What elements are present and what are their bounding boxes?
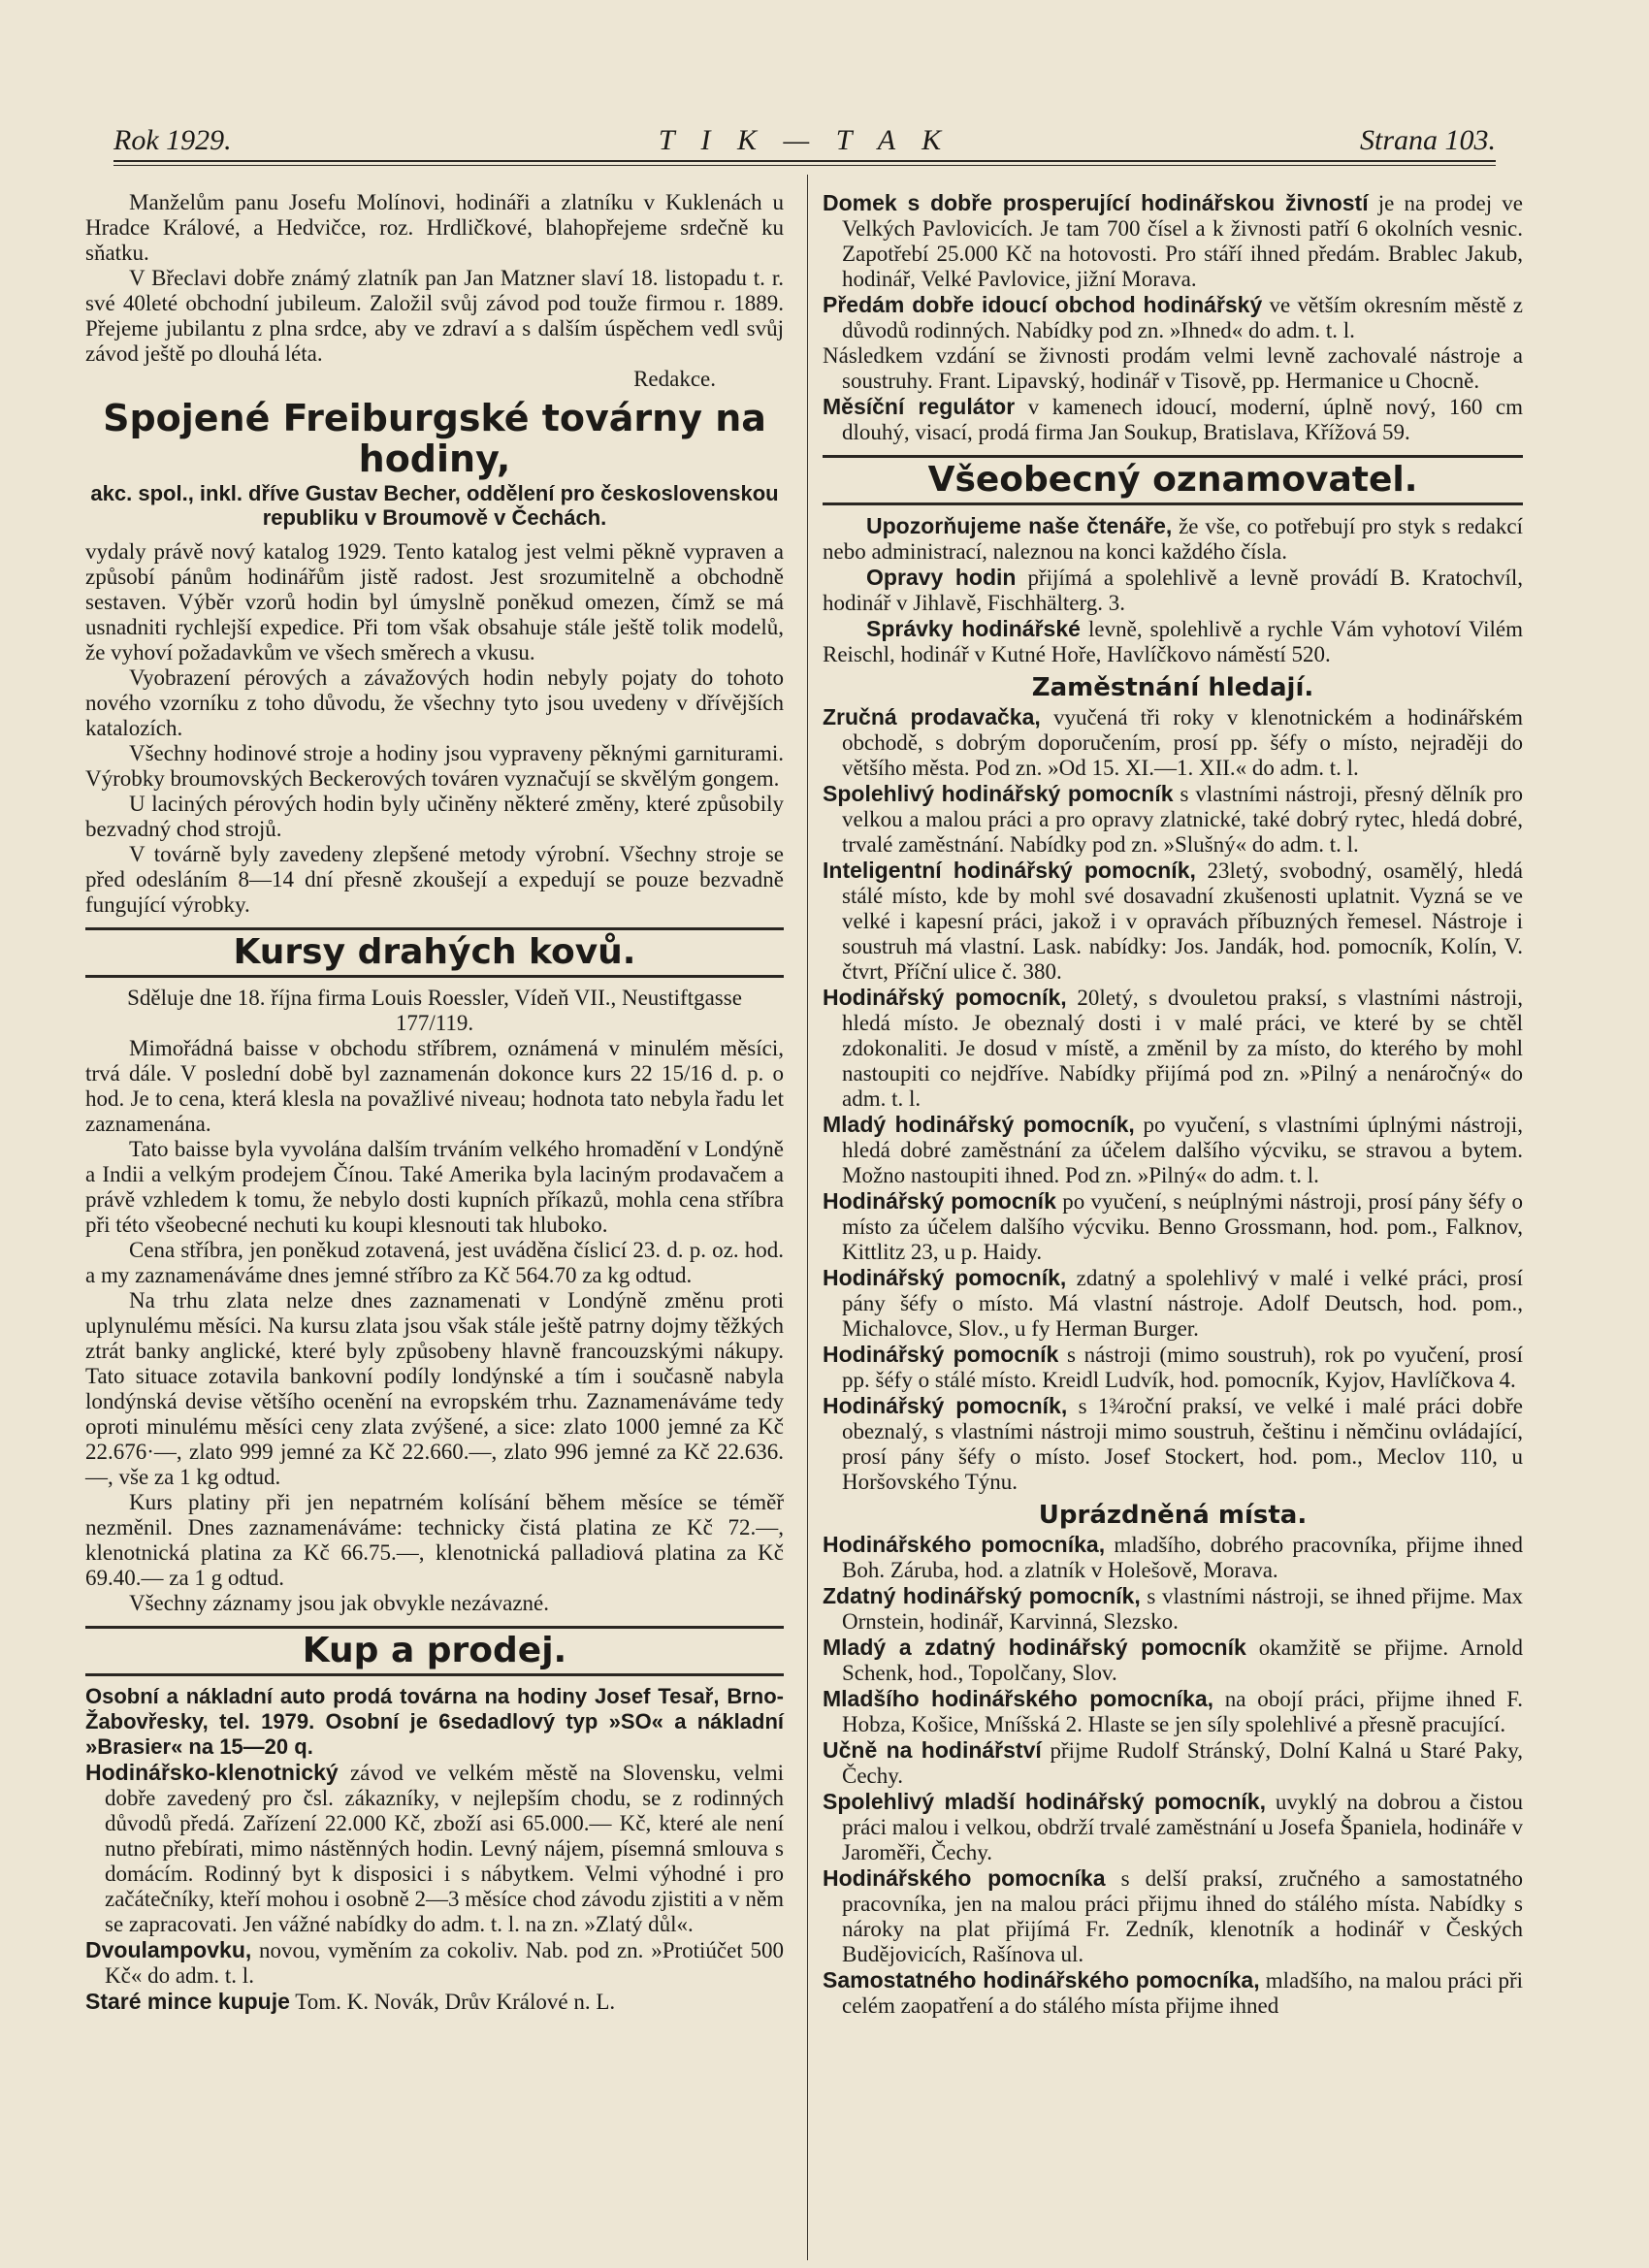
announcement-wedding: Manželům panu Josefu Molínovi, hodináři a zlatníku v Kuklenách u Hradce Králové, a Hedvičce, roz. Hrdličkové, blahopřejeme srdečně ku sňatku. [85, 190, 784, 265]
paragraph: Na trhu zlata nelze dnes zaznamenati v Londýně změnu proti uplynulému měsíci. Na kursu zlata jsou však stále ještě patrny dojmy těžkých ztrát banky anglické, které byly způsobeny hlavně francouzskými nákupy. Tato situace zotavila bankovní podíly londýnské a tím i současně nabyla londýnská devise většího ocenění na evropském trhu. Zaznamenáváme tedy oproti minulému měsíci ceny zlata zvýšené, a sice: zlato 1000 jemné za Kč 22.676·—, zlato 999 jemné za Kč 22.660.—, zlato 996 jemné za Kč 22.636.—, vše za 1 kg odtud. [85, 1288, 784, 1489]
left-column [85, 190, 784, 2015]
ad-text: zdatný a spolehlivý v malé i velké práci, prosí pány šéfy o místo. Má vlastní nástroje. Adolf Deutsch, hod. pom., Michalovce, Slov., u fy Herman Burger. [842, 1266, 1523, 1341]
ad-text: mladšího, na malou práci při celém zaopatření a do stálého místa přijme ihned [842, 1968, 1524, 2018]
ad-item [823, 985, 1523, 1112]
ad-text: po vyučení, s vlastními úplnými nástroji, hledá dobré zaměstnání za účelem dalšího výcviku, se stravou a bytem. Možno nastoupiti ihned. Pod zn. »Pilný« do adm. t. l. [842, 1113, 1523, 1187]
ad-item [823, 1532, 1523, 1583]
signature-redakce: Redakce. [633, 367, 716, 391]
ad-lead: Mladý hodinářský pomocník, [823, 1112, 1135, 1137]
notice-lead: Správky hodinářské [866, 616, 1081, 641]
ad-lead: Dvoulampovku, [85, 1937, 252, 1962]
ad-lead: Mladý a zdatný hodinářský pomocník [823, 1635, 1246, 1660]
ad-text: závod ve velkém městě na Slovensku, velmi dobře zavedený pro čsl. zákazníky, v nejlepším chodu, se z rodinných důvodů předá. Zařízení 22.000 Kč, zboží asi 65.000.— Kč, které ale není nutno přebírati, mimo nástěnných hodin. Levný nájem, písemná smlouva s domácím. Rodinný byt k disposici i s nábytkem. Velmi výhodné i pro začátečníky, kteří mohou i osobně 2—3 měsíce chod závodu zjistiti a v něm se zapracovati. Jen vážné nabídky do adm. t. l. na zn. »Zlatý důl«. [105, 1761, 784, 1936]
ad-text: vyučená tři roky v klenotnickém a hodinářském obchodě, s dobrým doporučením, prosí pp. šéfy o místo, nejraději do většího města. Pod zn. »Od 15. XI.—1. XII.« do adm. t. l. [842, 705, 1523, 780]
notice-text: přijímá a spolehlivě a levně provádí B. Kratochvíl, hodinář v Jihlavě, Fischhälterg. 3. [823, 566, 1523, 615]
ad-item [823, 343, 1523, 394]
ad-text: 23letý, svobodný, osamělý, hledá stálé místo, kde by mohl své dosavadní zkušenosti uplatnit. Vyzná se ve velké i kapesní práci, jakož i v opravách příbuzných řemesel. Nástroje i soustruh má vlastní. Lask. nabídky: Jos. Jandák, hod. pomocník, Kolín, V. čtvrt, Příční ulice č. 380. [842, 859, 1523, 984]
ad-text: na obojí práci, přijme ihned F. Hobza, Košice, Mníšská 2. Hlaste se jen síly spolehlivé a přesně pracující. [842, 1687, 1523, 1736]
ad-text: s vlastními nástroji, se ihned přijme. Max Ornstein, hodinář, Karvinná, Slezsko. [842, 1584, 1523, 1634]
paragraph: vydaly právě nový katalog 1929. Tento katalog jest velmi pěkně vypraven a způsobí pánům hodinářům jistě radost. Jest srozumitelně a obchodně sestaven. Výběr vzorů hodin byl úmyslně poněkud omezen, čímž se má usnadniti rychlejší expedice. Při tom však obsahuje stále ještě tolik modelů, že vyhoví požadavkům ve všech směrech a vkusu. [85, 539, 784, 664]
ad-lead: Hodinářský pomocník, [823, 1265, 1067, 1290]
header-magazine-title: T I K — T A K [658, 124, 952, 156]
section-title-kursy: Kursy drahých kovů. [85, 927, 784, 978]
ad-lead: Zdatný hodinářský pomocník, [823, 1583, 1141, 1608]
ad-text: s 1¾roční praksí, ve velké i malé práci dobře obeznalý, s vlastními nástroji mimo soustruh, češtinu i němčinu ovládající, prosí pány šéfy o místo. Josef Stockert, hod. pom., Meclov 110, u Horšovského Týnu. [842, 1394, 1524, 1494]
ad-item [823, 1583, 1523, 1635]
ad-item [823, 1112, 1523, 1188]
ad-lead: Spolehlivý mladší hodinářský pomocník, [823, 1789, 1266, 1814]
ad-text: je na prodej ve Velkých Pavlovicích. Je tam 700 čísel a k živnosti patří 6 okolních vesnic. Zapotřebí 25.000 Kč na hotovosti. Pro stáří ihned předám. Brablec Jakub, hodinář, Velké Pavlovice, jižní Morava. [842, 191, 1523, 291]
ad-item [85, 1989, 784, 2015]
ad-lead: Hodinářského pomocníka, [823, 1532, 1106, 1557]
ad-item [823, 858, 1523, 985]
announcement-jubilee: V Břeclavi dobře známý zlatník pan Jan Matzner slaví 18. listopadu t. r. své 40leté obchodní jubileum. Založil svůj závod pod touže firmou r. 1889. Přejeme jubilantu z plna srdce, aby ve zdraví a s dalším úspěchem vedl svůj závod ještě po dlouhá léta. [85, 266, 784, 366]
paragraph: Mimořádná baisse v obchodu stříbrem, oznámená v minulém měsíci, trvá dále. V poslední době byl zaznamenán dokonce kurs 22 15/16 d. p. o hod. Je to cena, která klesla na považlivé niveau; hodnota tato nebyla řadu let zaznamenána. [85, 1036, 784, 1136]
ad-item [823, 1393, 1523, 1495]
subsection-title-hledaji: Zaměstnání hledají. [1031, 673, 1314, 702]
ad-lead: Zručná prodavačka, [823, 704, 1041, 729]
right-column [823, 190, 1523, 2019]
page-header [113, 124, 1496, 163]
paragraph: U laciných pérových hodin byly učiněny některé změny, které způsobily bezvadný chod strojů. [85, 792, 784, 841]
notice-item [823, 616, 1523, 667]
section-title-freiburg: Spojené Freiburgské továrny na hodiny, [103, 397, 766, 480]
header-year: Rok 1929. [113, 124, 232, 156]
ad-item [823, 1188, 1523, 1265]
ad-text: ve větším okresním městě z důvodů rodinných. Nabídky pod zn. »Ihned« do adm. t. l. [842, 293, 1523, 342]
ad-item [823, 394, 1523, 445]
ad-text: Tom. K. Novák, Drův Králové n. L. [289, 1990, 616, 2014]
ad-item [823, 1342, 1523, 1393]
notice-item [823, 565, 1523, 616]
notice-lead: Opravy hodin [866, 565, 1017, 590]
paragraph: Vyobrazení pérových a závažových hodin nebyly pojaty do tohoto nového vzorníku z toho důvodu, že všechny tyto jsou uvedeny v dřívějších katalozích. [85, 665, 784, 740]
ad-item [823, 704, 1523, 781]
ad-lead: Spolehlivý hodinářský pomocník [823, 781, 1174, 806]
ad-item: Osobní a nákladní auto prodá továrna na hodiny Josef Tesař, Brno-Žabovřesky, tel. 1979. Osobní je 6sedadlový typ »SO« a nákladní »Brasier« na 15—20 q. [85, 1684, 784, 1759]
ad-lead: Inteligentní hodinářský pomocník, [823, 858, 1196, 883]
ad-item [85, 1937, 784, 1989]
notice-text: že vše, co potřebují pro styk s redakcí nebo administrací, naleznou na konci každého čísla. [823, 514, 1523, 564]
ad-item [823, 292, 1523, 343]
ad-item [823, 1686, 1523, 1737]
ad-lead: Hodinářský pomocník [823, 1342, 1059, 1367]
header-rule-thin [113, 165, 1496, 166]
ad-item [85, 1760, 784, 1937]
ad-item [823, 1737, 1523, 1789]
ad-lead: Hodinářský pomocník [823, 1188, 1056, 1214]
ad-lead: Samostatného hodinářského pomocníka, [823, 1967, 1260, 1993]
ad-text: po vyučení, s neúplnými nástroji, prosí pány šéfy o místo za účelem dalšího výcviku. Benno Grossmann, hod. pom., Falknov, Kittlitz 23, u p. Haidy. [842, 1189, 1523, 1264]
paragraph: Cena stříbra, jen poněkud zotavená, jest uváděna číslicí 23. d. p. oz. hod. a my zaznamenáváme dnes jemné stříbro za Kč 564.70 za kg odtud. [85, 1238, 784, 1287]
ad-lead: Mladšího hodinářského pomocníka, [823, 1686, 1214, 1711]
ad-lead: Měsíční regulátor [823, 394, 1016, 419]
section-title-oznamovatel: Všeobecný oznamovatel. [823, 455, 1523, 505]
ad-item [823, 1865, 1523, 1967]
paragraph: Tato baisse byla vyvolána dalším trváním velkého hromadění v Londýně a Indii a velkým prodejem Čínou. Také Amerika byla laciným prodavačem a právě vzhledem k tomu, že nebylo dosti kupních příkazů, mohla cena stříbra při této všeobecné nechuti ku koupi klesnouti tak hluboko. [85, 1137, 784, 1237]
ad-lead: Staré mince kupuje [85, 1989, 290, 2014]
ad-item [823, 781, 1523, 858]
header-page-number: Strana 103. [1359, 124, 1496, 156]
column-divider [807, 175, 808, 2260]
subsection-title-uprazdnena: Uprázdněná místa. [1038, 1501, 1308, 1530]
ad-text: v kamenech idoucí, moderní, úplně nový, 160 cm dlouhý, visací, prodá firma Jan Soukup, Bratislava, Křížová 59. [842, 395, 1523, 444]
ad-text: uvyklý na dobrou a čistou práci malou i velkou, obdrží trvalé zaměstnání u Josefa Španiela, hodináře v Jaroměři, Čechy. [842, 1790, 1523, 1864]
notice-item [823, 513, 1523, 565]
ad-item [823, 1967, 1523, 2019]
ad-text: s delší praksí, zručného a samostatného pracovníka, jen na malou práci přijmu ihned do stálého místa. Nabídky s nároky na plat přijímá Fr. Zedník, klenotník a hodinář v Českých Budějovicích, Rašínova ul. [842, 1866, 1523, 1966]
ad-item [823, 190, 1523, 292]
ad-lead: Hodinářský pomocník, [823, 985, 1067, 1010]
ad-text: přijme Rudolf Stránský, Dolní Kalná u Staré Paky, Čechy. [842, 1738, 1524, 1788]
ad-item [823, 1635, 1523, 1686]
ad-lead: Předám dobře idoucí obchod hodinářský [823, 292, 1263, 317]
ad-item [823, 1789, 1523, 1865]
notice-lead: Upozorňujeme naše čtenáře, [866, 513, 1173, 538]
paragraph: Všechny záznamy jsou jak obvykle nezávazné. [129, 1591, 549, 1615]
ad-text: 20letý, s dvouletou praksí, s vlastními nástroji, hledá místo. Je obeznalý dosti i v malé práci, ve které by se chtěl zdokonaliti. Je dosud v místě, a změnil by za místo, do kterého by mohl nastoupiti co nejdříve. Nabídky přijímá pod zn. »Pilný a nenáročný« do adm. t. l. [842, 986, 1523, 1111]
ad-text: s nástroji (mimo soustruh), rok po vyučení, prosí pp. šéfy o stálé místo. Kreidl Ludvík, hod. pomocník, Kyjov, Havlíčkova 4. [842, 1343, 1523, 1392]
ad-text: Následkem vzdání se živnosti prodám velmi levně zachovalé nástroje a soustruhy. Frant. Lipavský, hodinář v Tisově, pp. Hermanice u Chocně. [823, 343, 1523, 393]
ad-text: okamžitě se přijme. Arnold Schenk, hod., Topolčany, Slov. [842, 1636, 1523, 1685]
ad-item [823, 1265, 1523, 1342]
header-rule [113, 160, 1496, 162]
ad-text: mladšího, dobrého pracovníka, přijme ihned Boh. Záruba, hod. a zlatník v Holešově, Morava. [842, 1533, 1523, 1582]
ad-lead: Hodinářského pomocníka [823, 1865, 1106, 1891]
ad-text: novou, vyměním za cokoliv. Nab. pod zn. »Protiúčet 500 Kč« do adm. t. l. [105, 1938, 784, 1988]
ad-lead: Domek s dobře prosperující hodinářskou živností [823, 190, 1369, 215]
ad-text: s vlastními nástroji, přesný dělník pro velkou a malou práci a pro opravy zlatnické, také dobrý rytec, hledá dobré, trvalé zaměstnání. Nabídky pod zn. »Slušný« do adm. t. l. [842, 782, 1524, 857]
ad-lead: Učně na hodinářství [823, 1737, 1042, 1763]
ad-lead: Hodinářsko-klenotnický [85, 1760, 339, 1785]
section-subtitle-freiburg: akc. spol., inkl. dříve Gustav Becher, oddělení pro československou republiku v Broumově v Čechách. [90, 481, 779, 530]
notice-text: levně, spolehlivě a rychle Vám vyhotoví Vilém Reischl, hodinář v Kutné Hoře, Havlíčkovo náměstí 520. [823, 617, 1523, 666]
paragraph: Všechny hodinové stroje a hodiny jsou vypraveny pěknými garniturami. Výrobky broumovských Beckerových továren vyznačují se skvělým gongem. [85, 741, 784, 791]
ad-lead: Hodinářský pomocník, [823, 1393, 1068, 1418]
section-title-kup-prodej: Kup a prodej. [85, 1626, 784, 1676]
paragraph: V továrně byly zavedeny zlepšené metody výrobní. Všechny stroje se před odesláním 8—14 dní přesně zkoušejí a expedují se pouze bezvadně fungující výrobky. [85, 842, 784, 917]
paragraph-source: Sděluje dne 18. října firma Louis Roessler, Vídeň VII., Neustiftgasse 177/119. [127, 986, 742, 1035]
paragraph: Kurs platiny při jen nepatrném kolísání během měsíce se téměř nezměnil. Dnes zaznamenáváme: technicky čistá platina ze Kč 72.—, klenotnická platina za Kč 66.75.—, klenotnická palladiová platina za Kč 69.40.— za 1 g odtud. [85, 1490, 784, 1590]
